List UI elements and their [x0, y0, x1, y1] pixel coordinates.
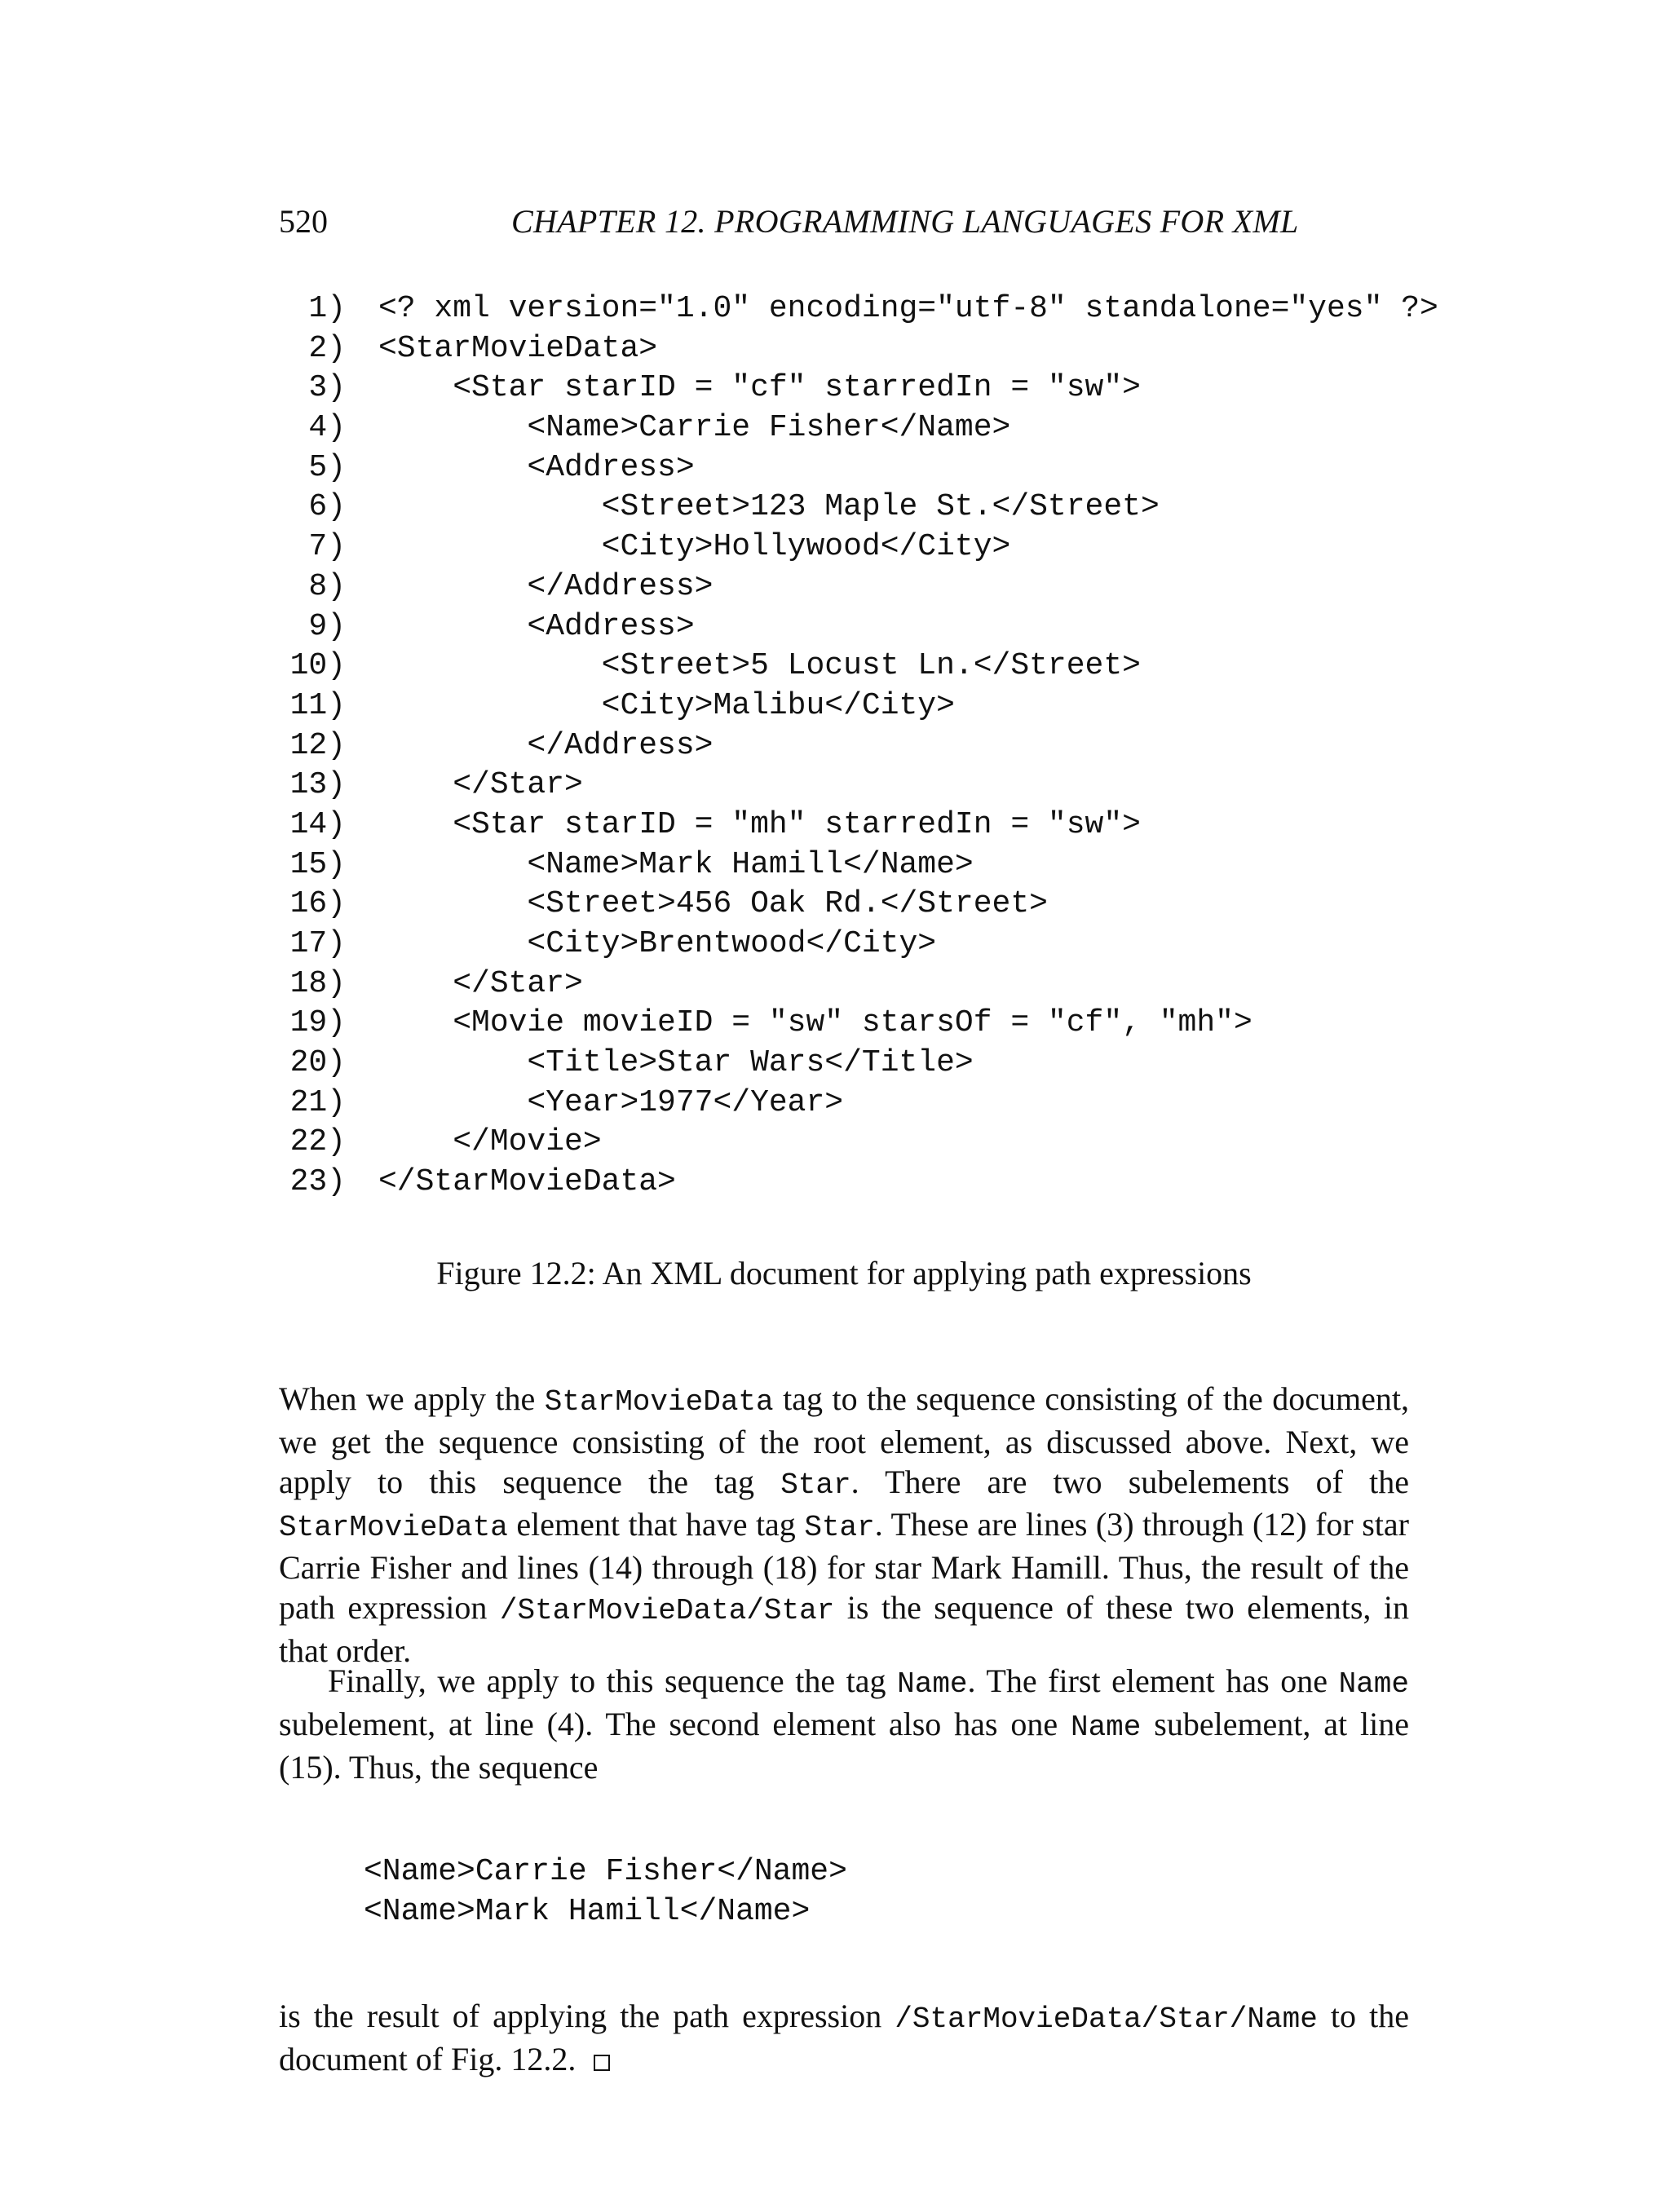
- code-term: /StarMovieData/Star: [499, 1593, 835, 1627]
- code-term: Name: [897, 1667, 968, 1701]
- text-run: is the sequence of these two elements, in that order.: [279, 1588, 1409, 1669]
- line-number: 20): [289, 1045, 346, 1081]
- line-code: <? xml version="1.0" encoding="utf-8" standalone="yes" ?>: [378, 291, 1438, 326]
- line-code: <StarMovieData>: [378, 330, 658, 366]
- code-term: Name: [1338, 1667, 1409, 1701]
- code-term: Star: [780, 1468, 851, 1502]
- line-number: 9): [308, 608, 346, 644]
- line-code: <Address>: [378, 608, 695, 644]
- code-line: [277, 687, 1419, 726]
- sequence-line: <Name>Mark Hamill</Name>: [364, 1893, 811, 1929]
- line-number: 23): [289, 1164, 346, 1200]
- code-term: StarMovieData: [544, 1385, 774, 1419]
- line-code: <Year>1977</Year>: [378, 1084, 844, 1120]
- code-line: [277, 369, 1419, 408]
- code-line: [277, 1004, 1419, 1044]
- running-head: CHAPTER 12. PROGRAMMING LANGUAGES FOR XML: [511, 203, 1299, 240]
- line-code: <Star starID = "mh" starredIn = "sw">: [378, 806, 1141, 842]
- line-code: <City>Brentwood</City>: [378, 926, 937, 961]
- qed-square-icon: [594, 2055, 610, 2071]
- line-number: 3): [308, 370, 346, 406]
- text-run: When we apply the: [279, 1380, 545, 1417]
- line-number: 22): [289, 1124, 346, 1160]
- line-number: 10): [289, 648, 346, 684]
- code-line: [277, 766, 1419, 806]
- code-line: [277, 1084, 1419, 1124]
- text-run: Finally, we apply to this sequence the tag: [328, 1662, 898, 1699]
- line-code: </Address>: [378, 727, 714, 763]
- code-line: [277, 846, 1419, 885]
- line-number: 4): [308, 410, 346, 446]
- line-code: <Movie movieID = "sw" starsOf = "cf", "mh">: [378, 1005, 1252, 1041]
- code-line: [277, 567, 1419, 607]
- sequence-line: <Name>Carrie Fisher</Name>: [364, 1854, 847, 1889]
- code-line: [277, 289, 1438, 329]
- code-term: Name: [1070, 1710, 1142, 1744]
- code-line: [277, 1163, 1419, 1203]
- text-run: subelement, at line (15). Thus, the sequence: [279, 1705, 1410, 1786]
- paragraph: [279, 1380, 1409, 1671]
- line-number: 13): [289, 767, 346, 803]
- paragraph: [279, 1662, 1409, 1787]
- code-term: Star: [804, 1511, 875, 1545]
- page-number: 520: [279, 203, 328, 240]
- code-line: [277, 329, 1419, 369]
- code-line: [277, 1044, 1419, 1084]
- line-number: 8): [308, 568, 346, 604]
- line-code: <Street>456 Oak Rd.</Street>: [378, 886, 1048, 922]
- text-run: . These are lines (3) through (12) for star Carrie Fisher and lines (14) through (18) for star Mark Hamill. Thus, the result of the path expression: [279, 1506, 1409, 1626]
- text-run: . There are two subelements of the: [850, 1463, 1409, 1500]
- code-line: [277, 885, 1419, 925]
- paragraph: [279, 1997, 1409, 2080]
- figure-caption: Figure 12.2: An XML document for applying path expressions: [436, 1255, 1252, 1291]
- text-run: to the document of Fig. 12.2.: [279, 1998, 1409, 2077]
- code-line: [277, 408, 1419, 448]
- text-run: subelement, at line (4). The second element also has one: [279, 1705, 1071, 1742]
- line-code: <City>Hollywood</City>: [378, 529, 1011, 565]
- text-run: . The first element has one: [967, 1662, 1339, 1699]
- line-number: 11): [289, 687, 346, 723]
- text-run: is the result of applying the path expression: [279, 1998, 895, 2034]
- text-run: element that have tag: [507, 1506, 805, 1543]
- result-sequence: [364, 1852, 847, 1932]
- code-line: [277, 726, 1419, 766]
- line-code: </Star>: [378, 965, 583, 1001]
- line-number: 6): [308, 489, 346, 525]
- code-line: [277, 647, 1419, 687]
- line-code: </Star>: [378, 767, 583, 803]
- line-code: <Street>123 Maple St.</Street>: [378, 489, 1160, 525]
- line-number: 12): [289, 727, 346, 763]
- code-listing: [277, 289, 1438, 1203]
- line-number: 21): [289, 1084, 346, 1120]
- line-number: 19): [289, 1005, 346, 1041]
- line-code: </Address>: [378, 568, 714, 604]
- code-line: [277, 528, 1419, 567]
- code-line: [277, 965, 1419, 1004]
- page-header: [279, 202, 1409, 243]
- code-line: [277, 448, 1419, 488]
- line-code: <City>Malibu</City>: [378, 687, 955, 723]
- code-term: /StarMovieData/Star/Name: [895, 2002, 1318, 2036]
- line-number: 2): [308, 330, 346, 366]
- line-number: 7): [308, 529, 346, 565]
- code-term: StarMovieData: [279, 1511, 508, 1545]
- line-code: <Address>: [378, 449, 695, 485]
- code-line: [277, 607, 1419, 647]
- code-line: [277, 1123, 1419, 1163]
- line-number: 1): [308, 291, 346, 326]
- line-number: 5): [308, 449, 346, 485]
- line-code: <Name>Mark Hamill</Name>: [378, 846, 974, 882]
- line-number: 16): [289, 886, 346, 922]
- line-number: 17): [289, 926, 346, 961]
- line-number: 15): [289, 846, 346, 882]
- code-line: [277, 806, 1419, 846]
- line-number: 14): [289, 806, 346, 842]
- line-code: <Street>5 Locust Ln.</Street>: [378, 648, 1141, 684]
- line-code: <Name>Carrie Fisher</Name>: [378, 410, 1011, 446]
- line-code: <Title>Star Wars</Title>: [378, 1045, 974, 1081]
- code-line: [277, 925, 1419, 965]
- line-code: </Movie>: [378, 1124, 602, 1160]
- line-code: <Star starID = "cf" starredIn = "sw">: [378, 370, 1141, 406]
- text-run: tag to the sequence consisting of the document, we get the sequence consisting of the root element, as discussed above. Next, we apply to this sequence the tag: [279, 1380, 1409, 1500]
- code-line: [277, 488, 1419, 528]
- line-number: 18): [289, 965, 346, 1001]
- line-code: </StarMovieData>: [378, 1164, 676, 1200]
